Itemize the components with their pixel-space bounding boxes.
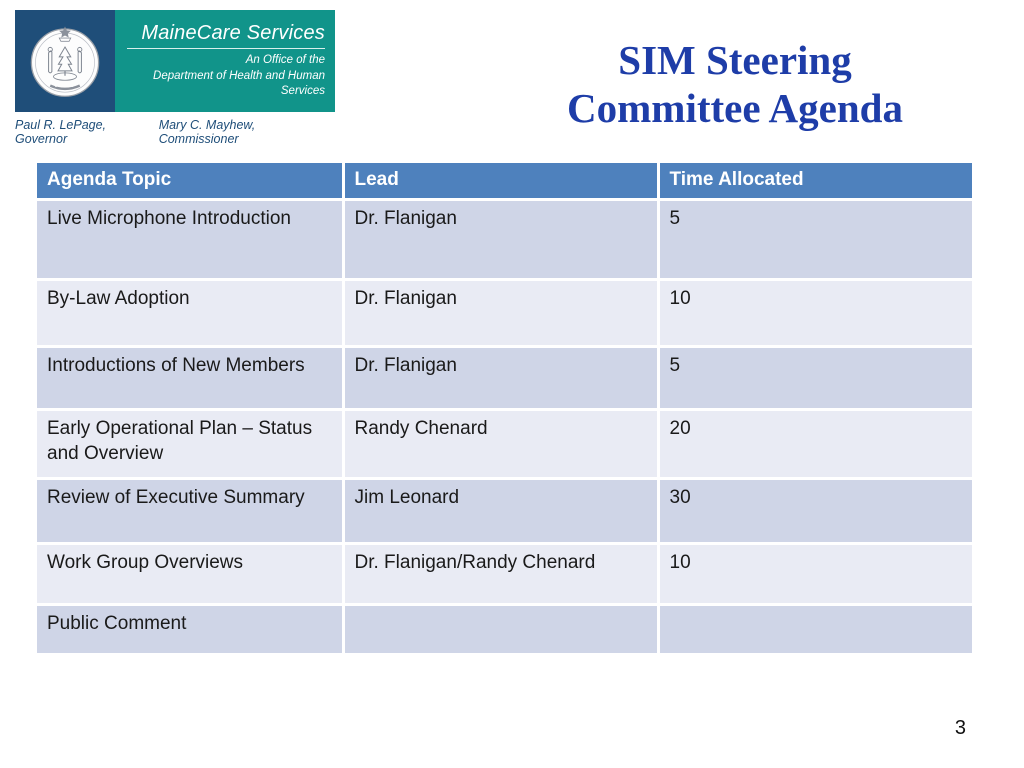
cell-topic: Introductions of New Members (37, 346, 343, 409)
cell-topic: By-Law Adoption (37, 279, 343, 346)
governor-name: Paul R. LePage, Governor (15, 118, 107, 146)
cell-lead: Dr. Flanigan (343, 279, 658, 346)
agenda-table (37, 163, 972, 653)
cell-time: 10 (658, 279, 972, 346)
logo-teal-panel (115, 10, 335, 112)
slide-title-line2: Committee Agenda (567, 85, 903, 132)
cell-time (658, 604, 972, 653)
cell-lead: Dr. Flanigan (343, 346, 658, 409)
header-lead: Lead (343, 163, 658, 199)
maine-state-seal-icon (24, 20, 106, 102)
cell-time: 10 (658, 543, 972, 604)
cell-time: 5 (658, 346, 972, 409)
slide-title (450, 36, 1020, 133)
cell-topic: Public Comment (37, 604, 343, 653)
cell-lead: Dr. Flanigan/Randy Chenard (343, 543, 658, 604)
table-row (37, 346, 972, 409)
slide-title-line1: SIM Steering (618, 37, 852, 83)
header-agenda-topic: Agenda Topic (37, 163, 343, 199)
commissioner-name: Mary C. Mayhew, Commissioner (158, 118, 256, 146)
office-line1: An Office of the (245, 54, 325, 67)
page-number: 3 (954, 717, 966, 739)
logo-divider (127, 48, 325, 49)
cell-topic: Early Operational Plan – Status and Overview (37, 409, 343, 478)
cell-topic: Work Group Overviews (37, 543, 343, 604)
table-row (37, 279, 972, 346)
cell-time: 5 (658, 199, 972, 279)
table-header-row (37, 163, 972, 199)
cell-lead (343, 604, 658, 653)
logo-band (15, 10, 335, 112)
table-row (37, 478, 972, 543)
header-time-allocated: Time Allocated (658, 163, 972, 199)
cell-lead: Dr. Flanigan (343, 199, 658, 279)
cell-lead: Randy Chenard (343, 409, 658, 478)
table-row (37, 409, 972, 478)
table-row (37, 543, 972, 604)
table-row (37, 604, 972, 653)
cell-time: 20 (658, 409, 972, 478)
office-line2: Department of Health and Human Services (153, 69, 325, 98)
cell-topic: Review of Executive Summary (37, 478, 343, 543)
org-name: MaineCare Services (141, 22, 325, 45)
cell-lead: Jim Leonard (343, 478, 658, 543)
logo-navy-panel (15, 10, 115, 112)
maincare-logo (15, 10, 335, 146)
table-row (37, 199, 972, 279)
cell-topic: Live Microphone Introduction (37, 199, 343, 279)
cell-time: 30 (658, 478, 972, 543)
